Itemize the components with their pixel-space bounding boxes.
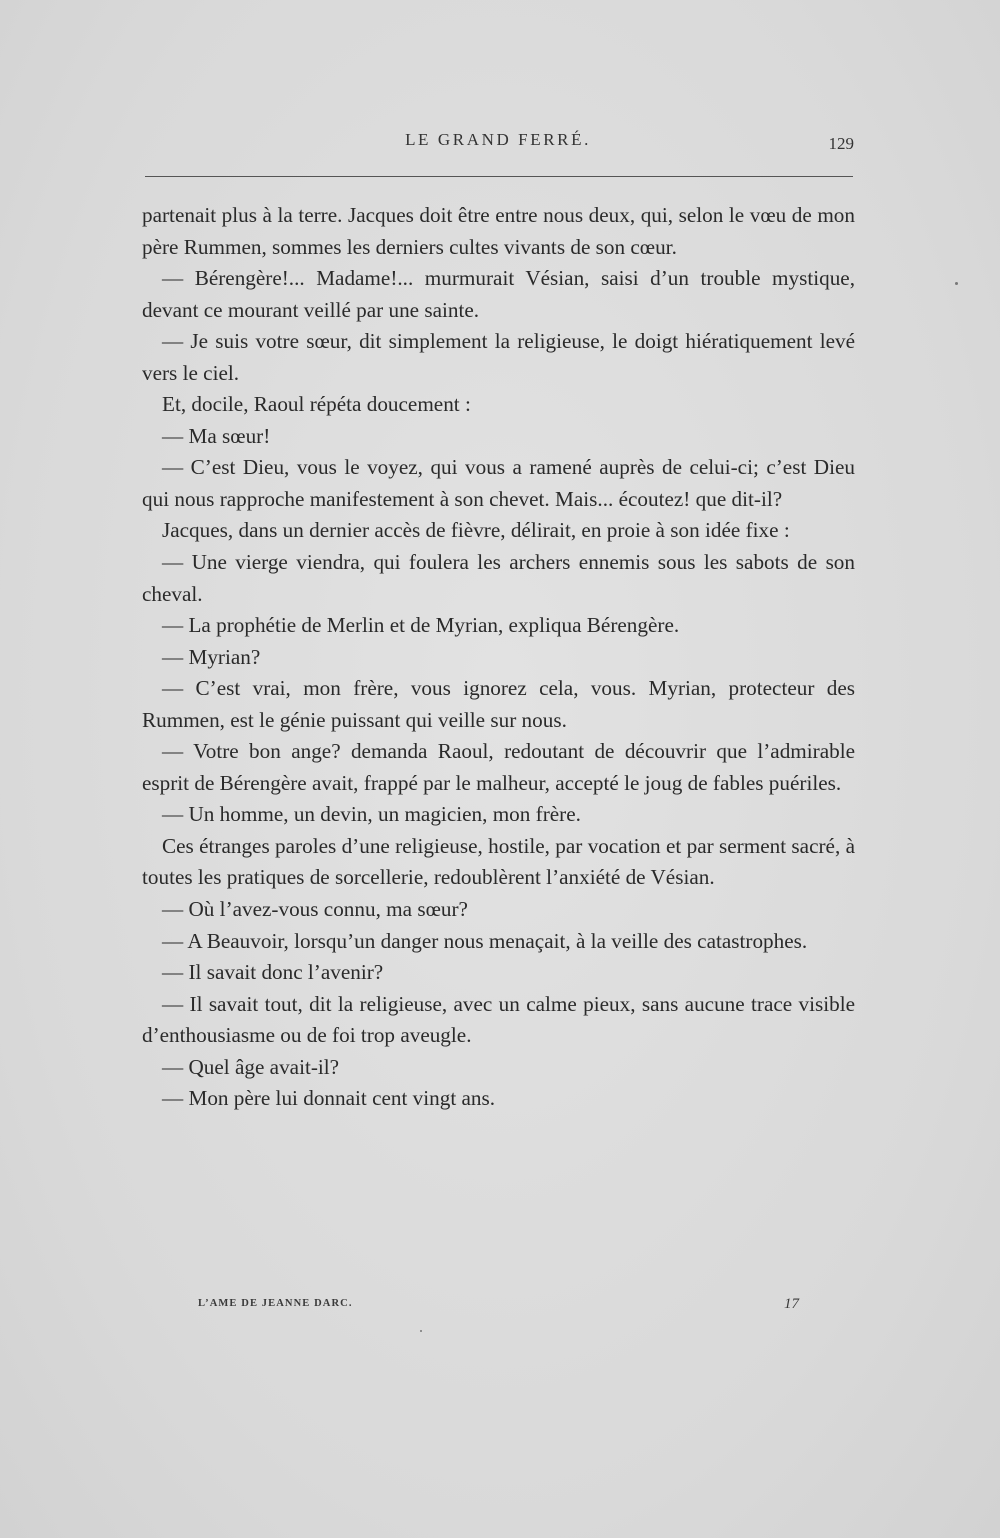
signature-mark: 17 [784, 1296, 799, 1312]
page-footer [142, 1296, 855, 1320]
paragraph: — Ma sœur! [162, 423, 271, 448]
paragraph: — Bérengère!... Madame!... murmurait Vésian, saisi d’un trouble mystique, devant ce mourant veillé par une sainte. [142, 266, 855, 322]
paragraph: Ces étranges paroles d’une religieuse, hostile, par vocation et par serment sacré, à toutes les pratiques de sorcellerie, redoublèrent l’anxiété de Vésian. [142, 833, 855, 890]
paragraph: — A Beauvoir, lorsqu’un danger nous menaçait, à la veille des catastrophes. [162, 928, 808, 953]
paragraph: — Une vierge viendra, qui foulera les archers ennemis sous les sabots de son cheval. [142, 550, 855, 606]
page-number: 129 [828, 134, 854, 153]
paper-speck [420, 1330, 422, 1332]
paragraph: — Où l’avez-vous connu, ma sœur? [162, 897, 468, 922]
paragraph: — C’est Dieu, vous le voyez, qui vous a ramené auprès de celui-ci; c’est Dieu qui nous rapproche manifestement à son chevet. Mais... écoutez! que dit-il? [142, 455, 855, 511]
signature-line: L’AME DE JEANNE DARC. [198, 1298, 353, 1309]
paragraph: Et, docile, Raoul répéta doucement : [162, 392, 471, 417]
paragraph: — La prophétie de Merlin et de Myrian, expliqua Bérengère. [162, 613, 680, 638]
paragraph: — Je suis votre sœur, dit simplement la religieuse, le doigt hiératiquement levé vers le ciel. [142, 329, 855, 385]
running-title: LE GRAND FERRÉ. [405, 130, 591, 149]
paragraph: — C’est vrai, mon frère, vous ignorez cela, vous. Myrian, protecteur des Rummen, est le génie puissant qui veille sur nous. [142, 676, 855, 732]
paragraph: — Mon père lui donnait cent vingt ans. [162, 1086, 496, 1111]
paragraph: — Il savait donc l’avenir? [162, 960, 384, 985]
paragraph: — Un homme, un devin, un magicien, mon frère. [162, 802, 581, 827]
paragraph: — Myrian? [162, 644, 261, 669]
paragraph: — Il savait tout, dit la religieuse, avec un calme pieux, sans aucune trace visible d’enthousiasme ou de foi trop aveugle. [142, 991, 855, 1048]
paragraph: Jacques, dans un dernier accès de fièvre, délirait, en proie à son idée fixe : [162, 518, 790, 543]
paragraph: — Quel âge avait-il? [162, 1054, 340, 1079]
paper-speck [955, 282, 958, 285]
paragraph: partenait plus à la terre. Jacques doit être entre nous deux, qui, selon le vœu de mon père Rummen, sommes les derniers cultes vivants de son cœur. [142, 203, 855, 259]
body-text [142, 200, 855, 1115]
paragraph: — Votre bon ange? demanda Raoul, redoutant de découvrir que l’admirable esprit de Bérengère avait, frappé par le malheur, accepté le joug de fables puériles. [142, 739, 855, 795]
running-head [142, 130, 854, 158]
header-rule [145, 176, 853, 177]
